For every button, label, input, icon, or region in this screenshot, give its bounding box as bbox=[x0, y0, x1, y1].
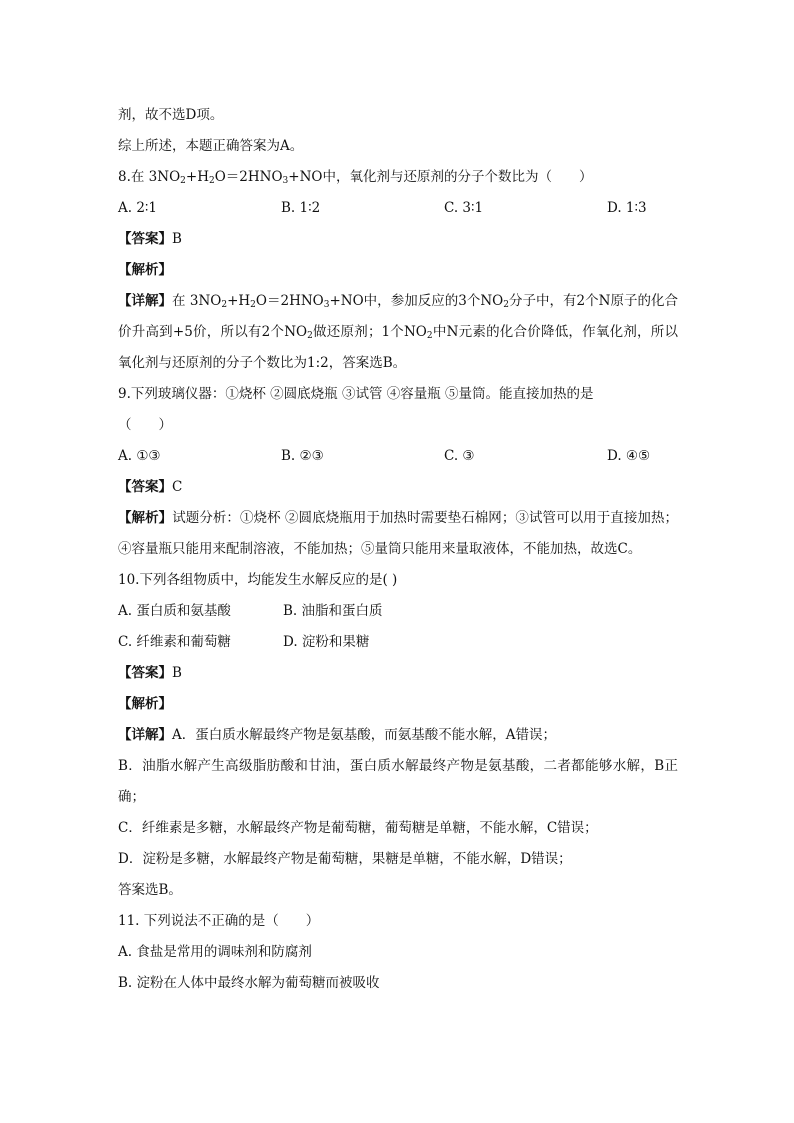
q9-analysis bbox=[118, 503, 678, 565]
q10-options-row1 bbox=[118, 596, 678, 627]
option-c: C. 纤维素和葡萄糖 bbox=[118, 634, 231, 650]
option-a: A. 2∶1 bbox=[118, 200, 158, 216]
detail-text: O＝2HNO bbox=[255, 293, 324, 309]
option-a: A. 食盐是常用的调味剂和防腐剂 bbox=[118, 944, 312, 960]
subscript: 2 bbox=[307, 331, 313, 341]
detail-text: 分子中，有2个N原子的化合价升高到+5价，所以有2个NO bbox=[118, 293, 679, 340]
q9-options bbox=[118, 441, 678, 472]
q8-text: +H bbox=[185, 169, 209, 185]
page-content bbox=[118, 100, 678, 999]
q10-detail-c: C．纤维素是多糖，水解最终产物是葡萄糖，葡萄糖是单糖，不能水解，C错误； bbox=[118, 820, 598, 836]
subscript: 2 bbox=[180, 176, 186, 186]
detail-text: +NO中，参加反应的3个NO bbox=[329, 293, 504, 309]
answer-tag: 【答案】 bbox=[118, 231, 172, 247]
q8-options bbox=[118, 193, 678, 224]
option-b: B. ②③ bbox=[281, 448, 324, 464]
subscript: 2 bbox=[503, 300, 509, 310]
text-line: 剂，故不选D项。 bbox=[118, 107, 224, 123]
q8-text: 8.在 3NO bbox=[118, 169, 181, 185]
detail-tag: 【详解】 bbox=[118, 727, 172, 743]
detail-tag: 【详解】 bbox=[118, 293, 173, 309]
q9-answer bbox=[118, 472, 678, 503]
option-d: D. ④⑤ bbox=[607, 448, 651, 464]
detail-text: 做还原剂；1个NO bbox=[312, 324, 427, 340]
question-9-bracket: （ ） bbox=[118, 417, 172, 433]
subscript: 2 bbox=[208, 176, 215, 186]
detail-text: 中N元素的化合价降低，作氧化剂，所以氧化剂与还原剂的分子个数比为1:2，答案选B。 bbox=[118, 324, 679, 371]
option-a: A. 蛋白质和氨基酸 bbox=[118, 603, 231, 619]
detail-text: +H bbox=[227, 293, 251, 309]
option-c: C. ③ bbox=[444, 448, 475, 464]
q8-analysis-tag: 【解析】 bbox=[118, 262, 172, 278]
question-8 bbox=[118, 162, 678, 193]
option-a: A. ①③ bbox=[118, 448, 161, 464]
answer-tag: 【答案】 bbox=[118, 665, 172, 681]
option-d: D. 淀粉和果糖 bbox=[283, 634, 370, 650]
question-11: 11. 下列说法不正确的是（ ） bbox=[118, 913, 320, 929]
q10-detail-b: B．油脂水解产生高级脂肪酸和甘油，蛋白质水解最终产物是氨基酸，二者都能够水解，B正确； bbox=[118, 758, 678, 805]
q10-analysis-tag: 【解析】 bbox=[118, 696, 172, 712]
detail-text: 在 3NO bbox=[172, 293, 222, 309]
analysis-tag: 【解析】 bbox=[118, 510, 173, 526]
analysis-text: 试题分析：①烧杯 ②圆底烧瓶用于加热时需要垫石棉网；③试管可以用于直接加热；④容量瓶只能用来配制溶液，不能加热；⑤量筒只能用来量取液体，不能加热，故选C。 bbox=[118, 510, 678, 557]
q10-options-row2 bbox=[118, 627, 678, 658]
q8-text: O＝2HNO bbox=[214, 169, 283, 185]
q10-answer bbox=[118, 658, 678, 689]
q10-conclusion: 答案选B。 bbox=[118, 882, 182, 898]
detail-text: A．蛋白质水解最终产物是氨基酸，而氨基酸不能水解，A错误； bbox=[172, 727, 556, 743]
answer-value: B bbox=[172, 665, 182, 681]
subscript: 2 bbox=[426, 331, 433, 341]
option-b: B. 油脂和蛋白质 bbox=[283, 603, 383, 619]
answer-tag: 【答案】 bbox=[118, 479, 172, 495]
q10-detail-d: D．淀粉是多糖，水解最终产物是葡萄糖，果糖是单糖，不能水解，D错误； bbox=[118, 851, 572, 867]
option-b: B. 1∶2 bbox=[281, 200, 321, 216]
q10-detail-a bbox=[118, 720, 678, 751]
q8-text: +NO中，氧化剂与还原剂的分子个数比为（ ） bbox=[288, 169, 593, 185]
answer-value: C bbox=[172, 479, 183, 495]
question-9: 9.下列玻璃仪器：①烧杯 ②圆底烧瓶 ③试管 ④容量瓶 ⑤量筒。能直接加热的是 bbox=[118, 386, 594, 402]
subscript: 3 bbox=[282, 176, 289, 186]
option-d: D. 1∶3 bbox=[607, 200, 647, 216]
subscript: 2 bbox=[250, 300, 256, 310]
subscript: 3 bbox=[323, 300, 330, 310]
option-b: B. 淀粉在人体中最终水解为葡萄糖而被吸收 bbox=[118, 975, 380, 991]
question-10: 10.下列各组物质中，均能发生水解反应的是( ) bbox=[118, 572, 398, 588]
option-c: C. 3∶1 bbox=[444, 200, 484, 216]
text-line: 综上所述，本题正确答案为A。 bbox=[118, 138, 304, 154]
q8-detail bbox=[118, 286, 678, 379]
subscript: 2 bbox=[221, 300, 228, 310]
q8-answer bbox=[118, 224, 678, 255]
answer-value: B bbox=[172, 231, 182, 247]
